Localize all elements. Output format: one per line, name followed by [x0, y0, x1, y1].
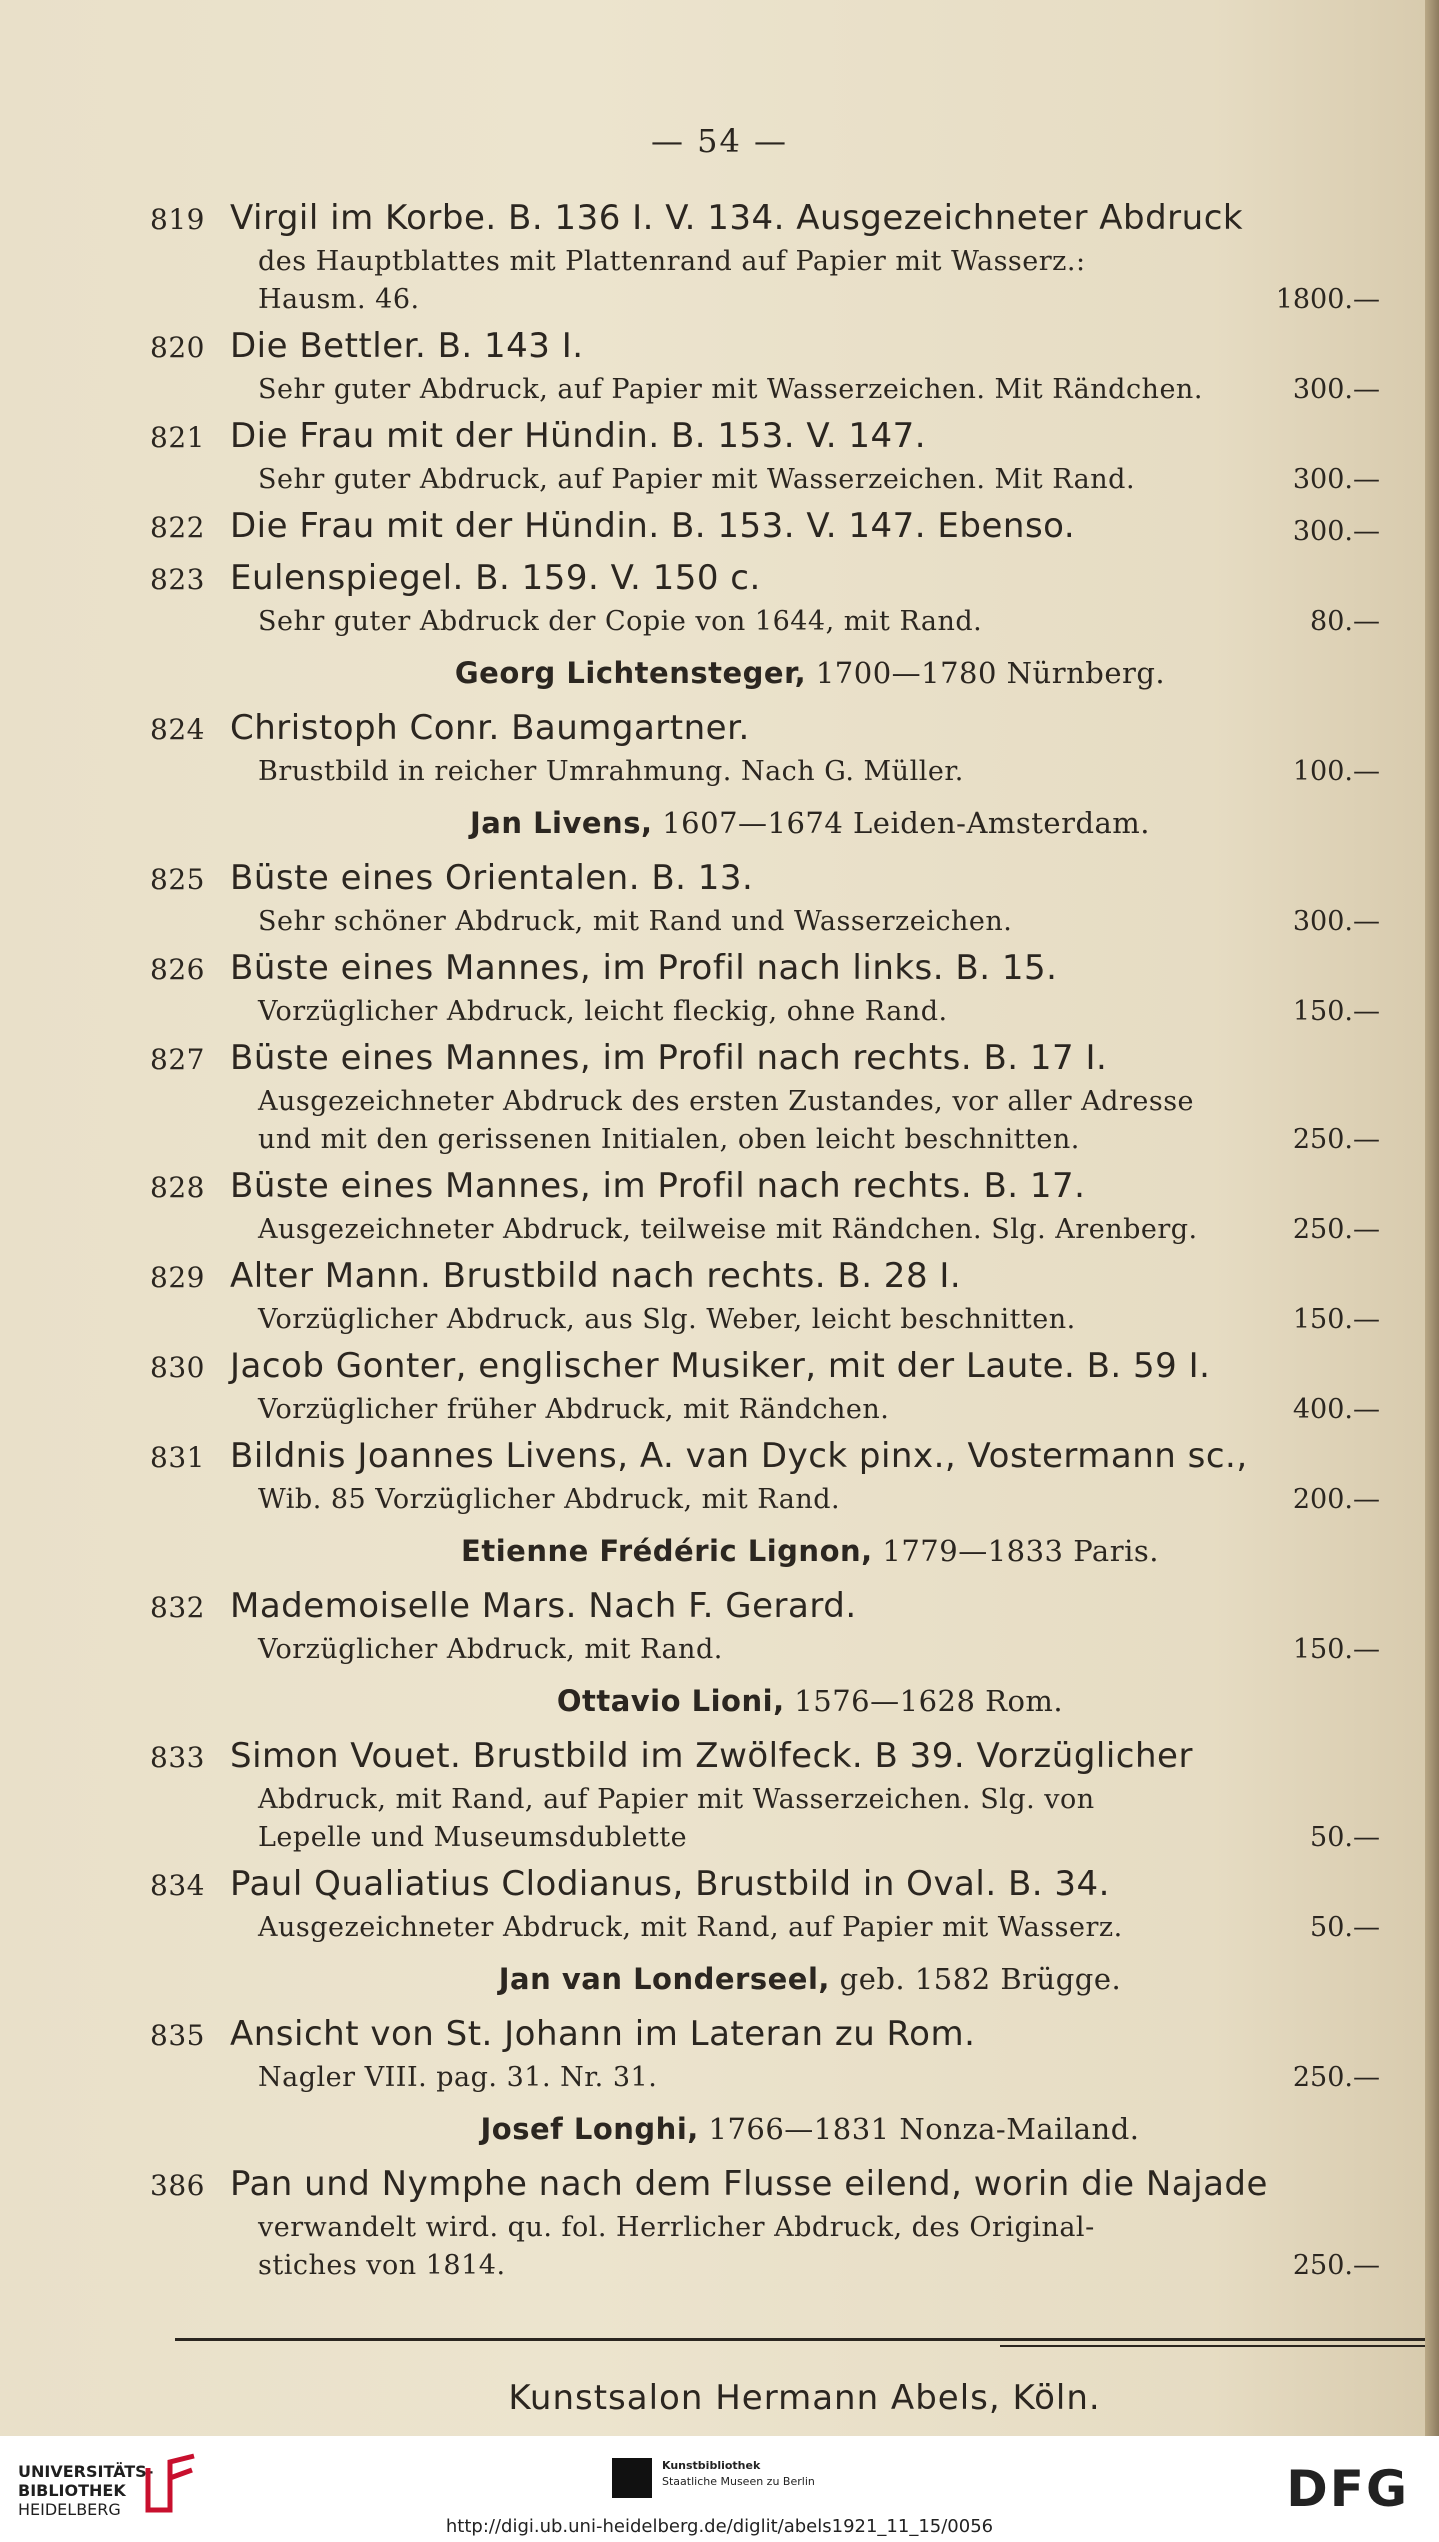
entry-price: 150.— [1292, 1304, 1380, 1335]
entry-number: 823 [150, 563, 205, 596]
entry-heading [150, 1733, 1430, 1781]
entry-price: 150.— [1292, 996, 1380, 1027]
artist-name: Jan van Londerseel, [498, 1962, 830, 1996]
catalog-entry [150, 2161, 1430, 2285]
entry-heading [150, 705, 1430, 753]
entry-number: 825 [150, 863, 205, 896]
entry-number: 834 [150, 1869, 205, 1902]
catalog-entry [150, 1253, 1430, 1339]
entry-price: 50.— [1310, 1912, 1380, 1943]
entry-heading [150, 323, 1430, 371]
kunstbibliothek-square-icon [612, 2458, 652, 2498]
entry-number: 835 [150, 2019, 205, 2052]
entry-description: Vorzüglicher Abdruck, aus Slg. Weber, leicht beschnitten. [258, 1304, 1076, 1335]
catalog-entry [150, 945, 1430, 1031]
entry-heading [150, 1861, 1430, 1909]
artist-dates: 1766—1831 Nonza-Mailand. [698, 2112, 1140, 2146]
entry-heading [150, 1035, 1430, 1083]
artist-heading [150, 1525, 1439, 1577]
entry-description: Abdruck, mit Rand, auf Papier mit Wasserzeichen. Slg. von Lepelle und Museumsdublette [258, 1784, 1095, 1853]
entry-description: Sehr guter Abdruck, auf Papier mit Wasserzeichen. Mit Rand. [258, 464, 1136, 495]
entry-description: Sehr guter Abdruck, auf Papier mit Wasserzeichen. Mit Rändchen. [258, 374, 1203, 405]
entry-description: Vorzüglicher Abdruck, mit Rand. [258, 1634, 723, 1665]
entry-price: 150.— [1292, 1634, 1380, 1665]
entry-title: Pan und Nymphe nach dem Flusse eilend, worin die Najade [230, 2164, 1268, 2204]
entry-heading [150, 2011, 1430, 2059]
entry-description: Wib. 85 Vorzüglicher Abdruck, mit Rand. [258, 1484, 841, 1515]
entry-price: 100.— [1292, 756, 1380, 787]
entry-price: 400.— [1292, 1394, 1380, 1425]
entry-number: 829 [150, 1261, 205, 1294]
entry-number: 833 [150, 1741, 205, 1774]
entry-title: Mademoiselle Mars. Nach F. Gerard. [230, 1586, 857, 1626]
catalog-entry [150, 705, 1430, 791]
entry-heading [150, 1253, 1430, 1301]
entry-number: 824 [150, 713, 205, 746]
artist-dates: geb. 1582 Brügge. [829, 1962, 1122, 1996]
ub-heidelberg-logo[interactable] [18, 2462, 153, 2519]
entry-price: 50.— [1310, 1822, 1380, 1853]
artist-name: Jan Livens, [469, 806, 653, 840]
ub-mark-icon [140, 2448, 202, 2520]
ub-line3: HEIDELBERG [18, 2500, 121, 2519]
kb-line1: Kunstbibliothek [662, 2459, 761, 2472]
entry-heading [150, 1163, 1430, 1211]
entry-title: Ansicht von St. Johann im Lateran zu Rom. [230, 2014, 976, 2054]
entry-price: 300.— [1292, 906, 1380, 937]
entry-description: Ausgezeichneter Abdruck, mit Rand, auf Papier mit Wasserz. [258, 1912, 1123, 1943]
entry-heading [150, 945, 1430, 993]
entry-number: 826 [150, 953, 205, 986]
entry-title: Christoph Conr. Baumgartner. [230, 708, 750, 748]
entry-number: 827 [150, 1043, 205, 1076]
artist-dates: 1607—1674 Leiden-Amsterdam. [652, 806, 1151, 840]
entry-price: 80.— [1310, 606, 1380, 637]
artist-dates: 1576—1628 Rom. [784, 1684, 1064, 1718]
artist-heading [150, 647, 1439, 699]
entry-title: Bildnis Joannes Livens, A. van Dyck pinx., Vostermann sc., [230, 1436, 1248, 1476]
entry-price: 250.— [1292, 2250, 1380, 2281]
entry-title: Büste eines Mannes, im Profil nach links. B. 15. [230, 948, 1058, 988]
entry-number: 821 [150, 421, 205, 454]
entry-price: 250.— [1292, 1124, 1380, 1155]
entry-heading [150, 503, 1430, 551]
entry-number: 822 [150, 511, 205, 544]
entry-price: 300.— [1292, 464, 1380, 495]
catalog-entry [150, 1163, 1430, 1249]
entry-price: 300.— [1292, 516, 1380, 547]
entry-heading [150, 1343, 1430, 1391]
artist-name: Josef Longhi, [480, 2112, 699, 2146]
catalog-entry [150, 555, 1430, 641]
entry-title: Die Frau mit der Hündin. B. 153. V. 147. Ebenso. [230, 506, 1076, 546]
entry-description: Vorzüglicher früher Abdruck, mit Rändchen. [258, 1394, 890, 1425]
catalog-entry [150, 195, 1430, 319]
entry-description: verwandelt wird. qu. fol. Herrlicher Abdruck, des Original- stiches von 1814. [258, 2212, 1095, 2281]
entry-number: 832 [150, 1591, 205, 1624]
catalog-entry [150, 1733, 1430, 1857]
catalog-entry [150, 855, 1430, 941]
entry-heading [150, 555, 1430, 603]
kunstbibliothek-logo[interactable] [612, 2458, 815, 2498]
entry-title: Virgil im Korbe. B. 136 I. V. 134. Ausgezeichneter Abdruck [230, 198, 1244, 238]
entry-description: Ausgezeichneter Abdruck, teilweise mit Rändchen. Slg. Arenberg. [258, 1214, 1198, 1245]
catalog-entry [150, 2011, 1430, 2097]
catalog-entry [150, 413, 1430, 499]
entry-description: des Hauptblattes mit Plattenrand auf Papier mit Wasserz.: Hausm. 46. [258, 246, 1086, 315]
entry-price: 250.— [1292, 1214, 1380, 1245]
artist-heading [150, 2103, 1439, 2155]
entry-number: 831 [150, 1441, 205, 1474]
catalog-listing [150, 195, 1430, 2289]
entry-title: Büste eines Mannes, im Profil nach rechts. B. 17 I. [230, 1038, 1108, 1078]
entry-title: Eulenspiegel. B. 159. V. 150 c. [230, 558, 761, 598]
footer-publisher: Kunstsalon Hermann Abels, Köln. [508, 2378, 1101, 2418]
entry-description: Nagler VIII. pag. 31. Nr. 31. [258, 2062, 658, 2093]
catalog-entry [150, 1583, 1430, 1669]
artist-name: Etienne Frédéric Lignon, [461, 1534, 873, 1568]
entry-heading [150, 413, 1430, 461]
kb-line2: Staatliche Museen zu Berlin [662, 2475, 815, 2488]
entry-heading [150, 1583, 1430, 1631]
entry-description: Brustbild in reicher Umrahmung. Nach G. Müller. [258, 756, 964, 787]
entry-title: Die Frau mit der Hündin. B. 153. V. 147. [230, 416, 927, 456]
entry-price: 1800.— [1275, 284, 1380, 315]
entry-title: Büste eines Mannes, im Profil nach rechts. B. 17. [230, 1166, 1086, 1206]
catalog-entry [150, 1861, 1430, 1947]
artist-heading [150, 797, 1439, 849]
footer-rule [175, 2338, 1425, 2341]
artist-heading [150, 1953, 1439, 2005]
catalog-entry [150, 503, 1430, 551]
ub-line2: BIBLIOTHEK [18, 2481, 126, 2500]
entry-number: 830 [150, 1351, 205, 1384]
entry-title: Alter Mann. Brustbild nach rechts. B. 28 I. [230, 1256, 962, 1296]
entry-title: Büste eines Orientalen. B. 13. [230, 858, 754, 898]
catalog-entry [150, 1343, 1430, 1429]
footer-rule-secondary [1000, 2345, 1425, 2347]
catalog-entry [150, 1035, 1430, 1159]
entry-heading [150, 855, 1430, 903]
entry-title: Die Bettler. B. 143 I. [230, 326, 584, 366]
dfg-logo[interactable]: DFG [1286, 2460, 1409, 2518]
catalog-entry [150, 1433, 1430, 1519]
entry-description: Ausgezeichneter Abdruck des ersten Zustandes, vor aller Adresse und mit den gerissenen Initialen, oben leicht beschnitten. [258, 1086, 1195, 1155]
entry-price: 200.— [1292, 1484, 1380, 1515]
entry-heading [150, 2161, 1430, 2209]
entry-price: 250.— [1292, 2062, 1380, 2093]
ub-line1: UNIVERSITÄTS- [18, 2462, 154, 2481]
entry-heading [150, 1433, 1430, 1481]
entry-title: Simon Vouet. Brustbild im Zwölfeck. B 39. Vorzüglicher [230, 1736, 1193, 1776]
artist-dates: 1700—1780 Nürnberg. [806, 656, 1166, 690]
entry-description: Vorzüglicher Abdruck, leicht fleckig, ohne Rand. [258, 996, 948, 1027]
entry-number: 820 [150, 331, 205, 364]
page-number: — 54 — [650, 122, 789, 160]
entry-number: 386 [150, 2169, 205, 2202]
entry-price: 300.— [1292, 374, 1380, 405]
artist-name: Ottavio Lioni, [556, 1684, 785, 1718]
entry-number: 819 [150, 203, 205, 236]
entry-description: Sehr schöner Abdruck, mit Rand und Wasserzeichen. [258, 906, 1013, 937]
artist-name: Georg Lichtensteger, [454, 656, 807, 690]
catalog-entry [150, 323, 1430, 409]
entry-title: Jacob Gonter, englischer Musiker, mit der Laute. B. 59 I. [230, 1346, 1211, 1386]
artist-heading [150, 1675, 1439, 1727]
entry-number: 828 [150, 1171, 205, 1204]
entry-heading [150, 195, 1430, 243]
permalink-url[interactable]: http://digi.ub.uni-heidelberg.de/diglit/abels1921_11_15/0056 [445, 2516, 994, 2537]
artist-dates: 1779—1833 Paris. [872, 1534, 1159, 1568]
entry-description: Sehr guter Abdruck der Copie von 1644, mit Rand. [258, 606, 983, 637]
entry-title: Paul Qualiatius Clodianus, Brustbild in Oval. B. 34. [230, 1864, 1110, 1904]
